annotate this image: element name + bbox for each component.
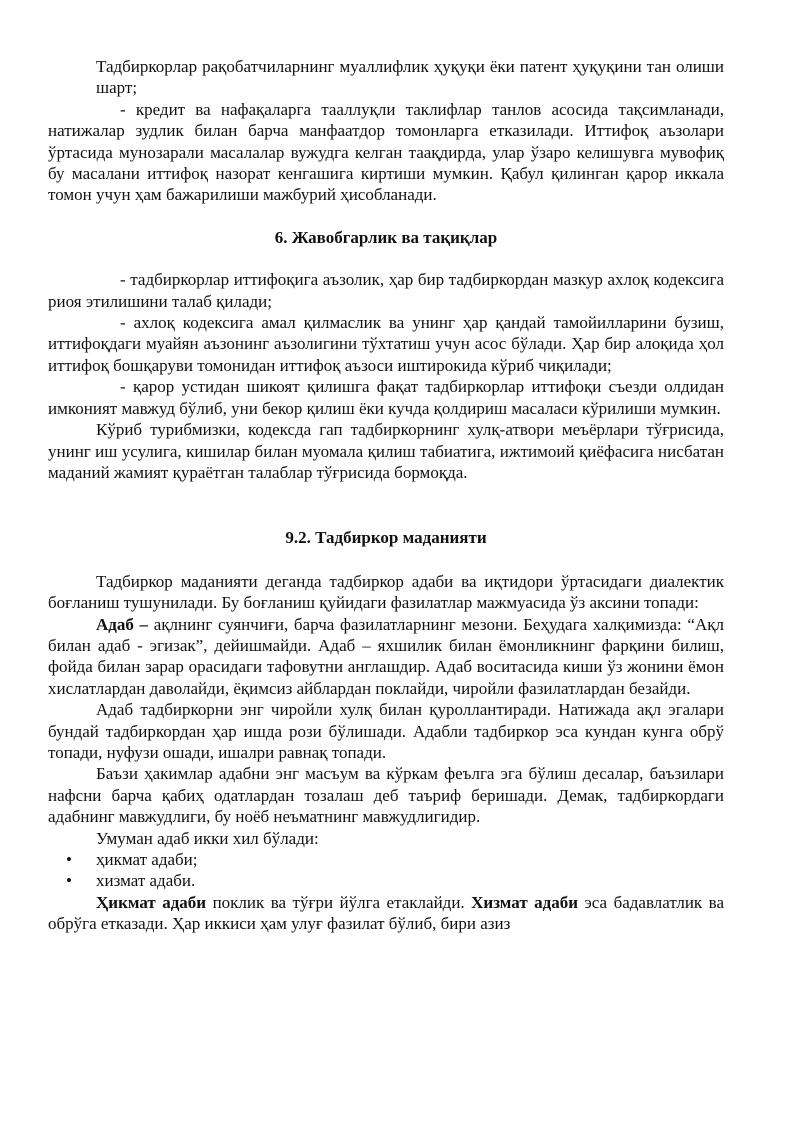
bullet-icon: • bbox=[66, 871, 72, 891]
section-9-2-paragraph-5: Умуман адаб икки хил бўлади: bbox=[96, 828, 319, 848]
list-item bbox=[48, 849, 724, 870]
adab-types-list bbox=[48, 849, 724, 892]
section-6-heading: 6. Жавобгарлик ва тақиқлар bbox=[274, 227, 498, 247]
section-9-2-last-paragraph bbox=[48, 892, 724, 935]
list-item-text: хизмат адаби. bbox=[96, 871, 196, 891]
section-9-2-heading: 9.2. Тадбиркор маданияти bbox=[285, 528, 487, 548]
adab-term: Адаб – bbox=[96, 614, 149, 634]
section-6-item-1: - тадбиркорлар иттифоқига аъзолик, ҳар бир тадбиркордан мазкур ахлоқ кодексига риоя этилишини талаб қилади; bbox=[48, 270, 724, 311]
intro-paragraph: Тадбиркорлар рақобатчиларнинг муаллифлик ҳуқуқи ёки патент ҳуқуқини тан олиши шарт; bbox=[96, 57, 724, 98]
section-9-2-paragraph-3: Адаб тадбиркорни энг чиройли хулқ билан қуроллантиради. Натижада ақл эгалари бундай тадбиркордан ҳар ишда рози бўлишади. Адабли тадбиркор эса кундан кунга обрў топади, нуфузи ошади, ишалри равнақ топади. bbox=[48, 700, 724, 762]
section-6-summary: Кўриб турибмизки, кодексда гап тадбиркорнинг хулқ-атвори меъёрлари тўғрисида, унинг иш усулига, кишилар билан муомала қилиш табиатига, ижтимоий қиёфасига нисбатан маданий жамият қураётган талаблар тўғрисида бормоқда. bbox=[48, 420, 724, 482]
list-item-text: ҳикмат адаби; bbox=[96, 850, 198, 869]
section-9-2-paragraph-1: Тадбиркор маданияти деганда тадбиркор адаби ва иқтидори ўртасидаги диалектик боғланиш тушунилади. Бу боғланиш қуйидаги фазилатлар мажмуасида ўз аксини топади: bbox=[48, 571, 724, 613]
khizmat-adabi-term: Хизмат адаби bbox=[471, 892, 579, 912]
document-page bbox=[48, 56, 724, 935]
bullet-icon: • bbox=[66, 850, 72, 869]
khizmat-adabi-text: эса бадавлатлик ва обрўга етказади. Ҳар иккиси ҳам улуғ фазилат бўлиб, бири азиз bbox=[48, 892, 725, 934]
adab-definition-paragraph bbox=[48, 614, 724, 700]
section-6-item-3: - қарор устидан шикоят қилишга фақат тадбиркорлар иттифоқи съезди олдидан имконият мавжуд бўлиб, уни бекор қилиш ёки кучда қолдириш масаласи кўрилиши мумкин. bbox=[48, 377, 724, 418]
adab-definition-text: ақлнинг суянчиғи, барча фазилатларнинг мезони. Беҳудага халқимизда: “Ақл билан адаб - эгизак”, дейишмайди. Адаб – яхшилик билан ёмонликнинг фарқини билиш, фойда билан зарар орасидаги тафовутни англашдир. Адаб воситасида киши ўз жонини ёмон хислатлардан даволайди, ёқимсиз айблардан поклайди, чиройли фазилатлардан безайди. bbox=[48, 614, 724, 698]
section-9-2-paragraph-4: Баъзи ҳакимлар адабни энг масъум ва кўркам феълга эга бўлиш десалар, баъзилари нафсни барча қабиҳ одатлардан тозалаш деб таъриф беришади. Демак, тадбиркордаги адабнинг мавжудлиги, бу ноёб неъматнинг мавжудлигидир. bbox=[48, 764, 724, 827]
list-item bbox=[48, 870, 724, 891]
hikmat-adabi-text: поклик ва тўғри йўлга етаклайди. bbox=[206, 892, 472, 912]
section-6-item-2: - ахлоқ кодексига амал қилмаслик ва унинг ҳар қандай тамойилларини бузиш, иттифоқдаги муайян аъзонинг аъзолигини тўхтатиш учун асос бўлади. Ҳар бир алоқида ҳол иттифоқ бошқаруви томонидан иттифоқ аъзоси иштирокида кўриб чиқилади; bbox=[48, 313, 724, 375]
hikmat-adabi-term: Ҳикмат адаби bbox=[96, 892, 207, 912]
intro-list-item: - кредит ва нафақаларга тааллуқли таклифлар танлов асосида тақсимланади, натижалар зудлик билан барча манфаатдор томонларга етказилади. Иттифоқ аъзолари ўртасида мунозарали масалалар вужудга келган таақдирда, улар ўзаро келишувга мувофиқ бу масалани иттифоқ назорат кенгашига киртиши мумкин. Қабул қилинган қарор иккала томон учун ҳам бажарилиши мажбурий ҳисобланади. bbox=[48, 99, 724, 205]
